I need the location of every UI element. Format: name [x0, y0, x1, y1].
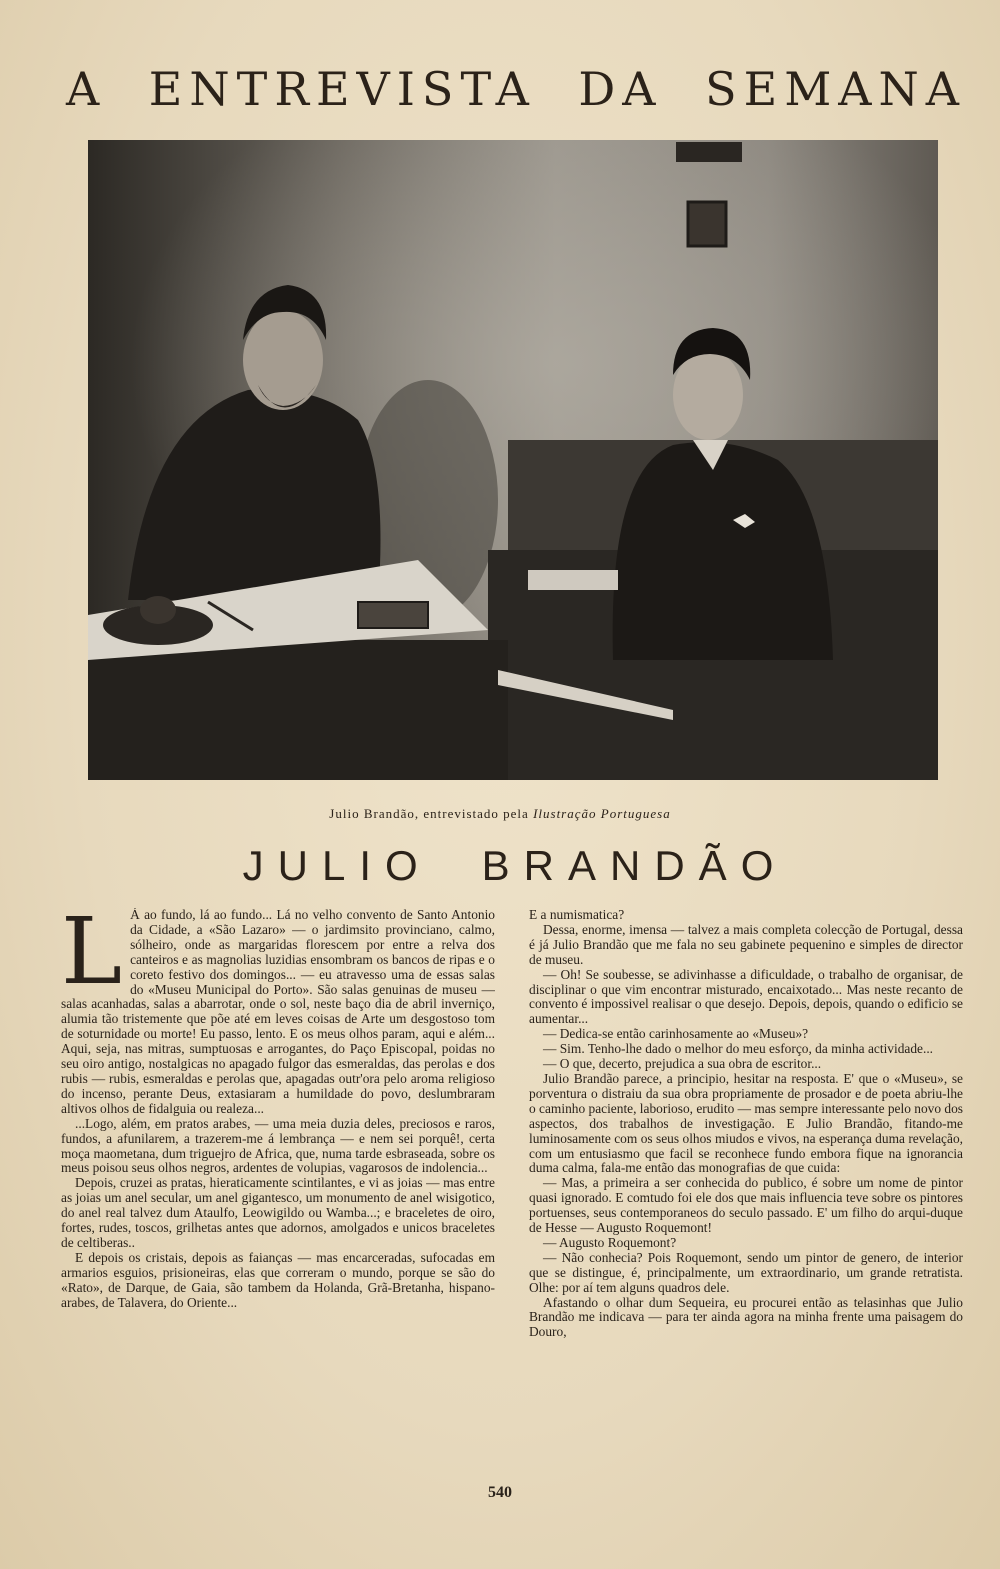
article-subtitle	[0, 842, 1000, 890]
article-paragraph: — Dedica-se então carinhosamente ao «Museu»?	[543, 1026, 809, 1042]
article-paragraph: E depois os cristais, depois as faianças — mas encarceradas, sufocadas em armarios esguios, prisioneiras, elas que correram o mundo, porque se são do «Rato», de Darque, de Gaia, são tambem da Holanda, Grã-Bretanha, hispano-arabes, de Talavera, do Oriente...	[61, 1249, 495, 1310]
article-paragraph: Dessa, enorme, imensa — talvez a mais completa colecção de Portugal, dessa é já Julio Brandão que me fala no seu gabinete pequenino e simples de director de museu.	[529, 921, 963, 967]
article-paragraph: Julio Brandão parece, a principio, hesitar na resposta. E' que o «Museu», se porventura o distraiu da sua obra propriamente de prosador e de poeta abriu-lhe o caminho paciente, laborioso, erudito — mas sempre interessante pelo novo dos aspectos, dos trabalhos de investigação. E Julio Brandão, fitando-me luminosamente com os seus olhos miudos e vivos, na esperança duma revelação, com um entusiasmo que facil se reconhece fundo embora fique na ignorancia duma calma, fala-me então das monografias de que cuida:	[529, 1070, 963, 1176]
caption-publication: Ilustração Portuguesa	[533, 806, 671, 821]
article-paragraph: — Sim. Tenho-lhe dado o melhor do meu esforço, da minha actividade...	[543, 1041, 934, 1057]
article-paragraph: — Não conhecia? Pois Roquemont, sendo um pintor de genero, de interior que se distingue, é, principalmente, um extraordinario, um grande retratista. Olhe: por aí tem alguns quadros dele.	[529, 1249, 963, 1295]
photo-two-men-seated-at-desk-icon	[88, 140, 938, 780]
article-paragraph: — Augusto Roquemont?	[543, 1234, 677, 1250]
article-paragraph: — Mas, a primeira a ser conhecida do publico, é sobre um nome de pintor quasi ignorado. E comtudo foi ele dos que mais influencia teve sobre os pintores portuenses, seus contemporaneos do seculo passado. E' um filho do arqui-duque de Hesse — Augusto Roquemont!	[529, 1175, 963, 1236]
photo-caption	[0, 806, 1000, 822]
article-paragraph: E a numismatica?	[529, 908, 625, 922]
article-paragraph: — Oh! Se soubesse, se adivinhasse a dificuldade, o trabalho de organisar, de disciplinar o que vim encontrar misturado, encaixotado... Mas neste recanto de convento é impossivel realisar o que desejo. Depois, depois, quando o edificio se aumentar...	[529, 966, 963, 1027]
section-title: A ENTREVISTA DA SEMANA	[66, 62, 966, 116]
caption-text: Julio Brandão, entrevistado pela	[329, 806, 529, 821]
article-paragraph: Afastando o olhar dum Sequeira, eu procurei então as telasinhas que Julio Brandão me indicava — para ter ainda agora na minha frente uma paisagem do Douro,	[529, 1294, 963, 1340]
article-paragraph: — O que, decerto, prejudica a sua obra de escritor...	[543, 1056, 822, 1072]
article-paragraph: L Á ao fundo, lá ao fundo... Lá no velho convento de Santo Antonio da Cidade, a «São Lazaro» — o jardimsito provinciano, calmo, sólheiro, onde as margaridas florescem por entre a relva dos canteiros e as magnolias luzidias ensombram os bancos de ripas e o coreto festivo dos domingos... — eu atravesso uma de essas salas do «Museu Municipal do Porto». São salas genuinas de museu — salas acanhadas, salas a abarrotar, onde o sol, neste baço dia de abril inverniço, alumia tão tristemente que põe até em leves coisas de Arte um desgostoso tom de soturnidade ou morte! Eu passo, lento. E os meus olhos param, aqui e além... Aqui, seja, nas mitras, sumptuosas e arrogantes, do Paço Episcopal, poidas no seu oiro antigo, nostalgicas no apagado fulgor das esmeraldas, das perolas e dos rubis — rubis, esmeraldas e perolas que, apagadas outr'ora pelo aroma religioso do incenso, perante Deus, extasiaram a humildade do povo, deslumbraram altivos olhos de fidalguia ou realeza...	[61, 908, 495, 1116]
article-paragraph: Depois, cruzei as pratas, hieraticamente scintilantes, e vi as joias — mas entre as joias um anel secular, um anel gigantesco, um monumento de anel wisigotico, do anel real talvez dum Ataulfo, Leowigildo ou Wamba...; e braceletes de oiro, fortes, rudes, toscos, grilhetas antes que adornos, amolgados e unicos braceletes de celtiberas..	[61, 1175, 495, 1250]
subtitle-last-name: BRANDÃO	[481, 842, 788, 889]
article-column-left	[61, 908, 495, 1478]
drop-cap: L	[61, 908, 123, 1005]
article-paragraph: ...Logo, além, em pratos arabes, — uma meia duzia deles, preciosos e raros, fundos, a afunilarem, a trazerem-me á lembrança — e nem sei porquê!, certa moça maometana, dum triguejro de Africa, que, numa tarde esbraseada, sobre os meus poisou seus olhos negros, ardentes de volupias, vagarosos de indolencia...	[61, 1115, 495, 1176]
interview-photo	[88, 140, 938, 780]
article-column-right	[529, 908, 963, 1478]
page-number: 540	[488, 1484, 512, 1501]
subtitle-first-name: JULIO	[242, 842, 432, 889]
